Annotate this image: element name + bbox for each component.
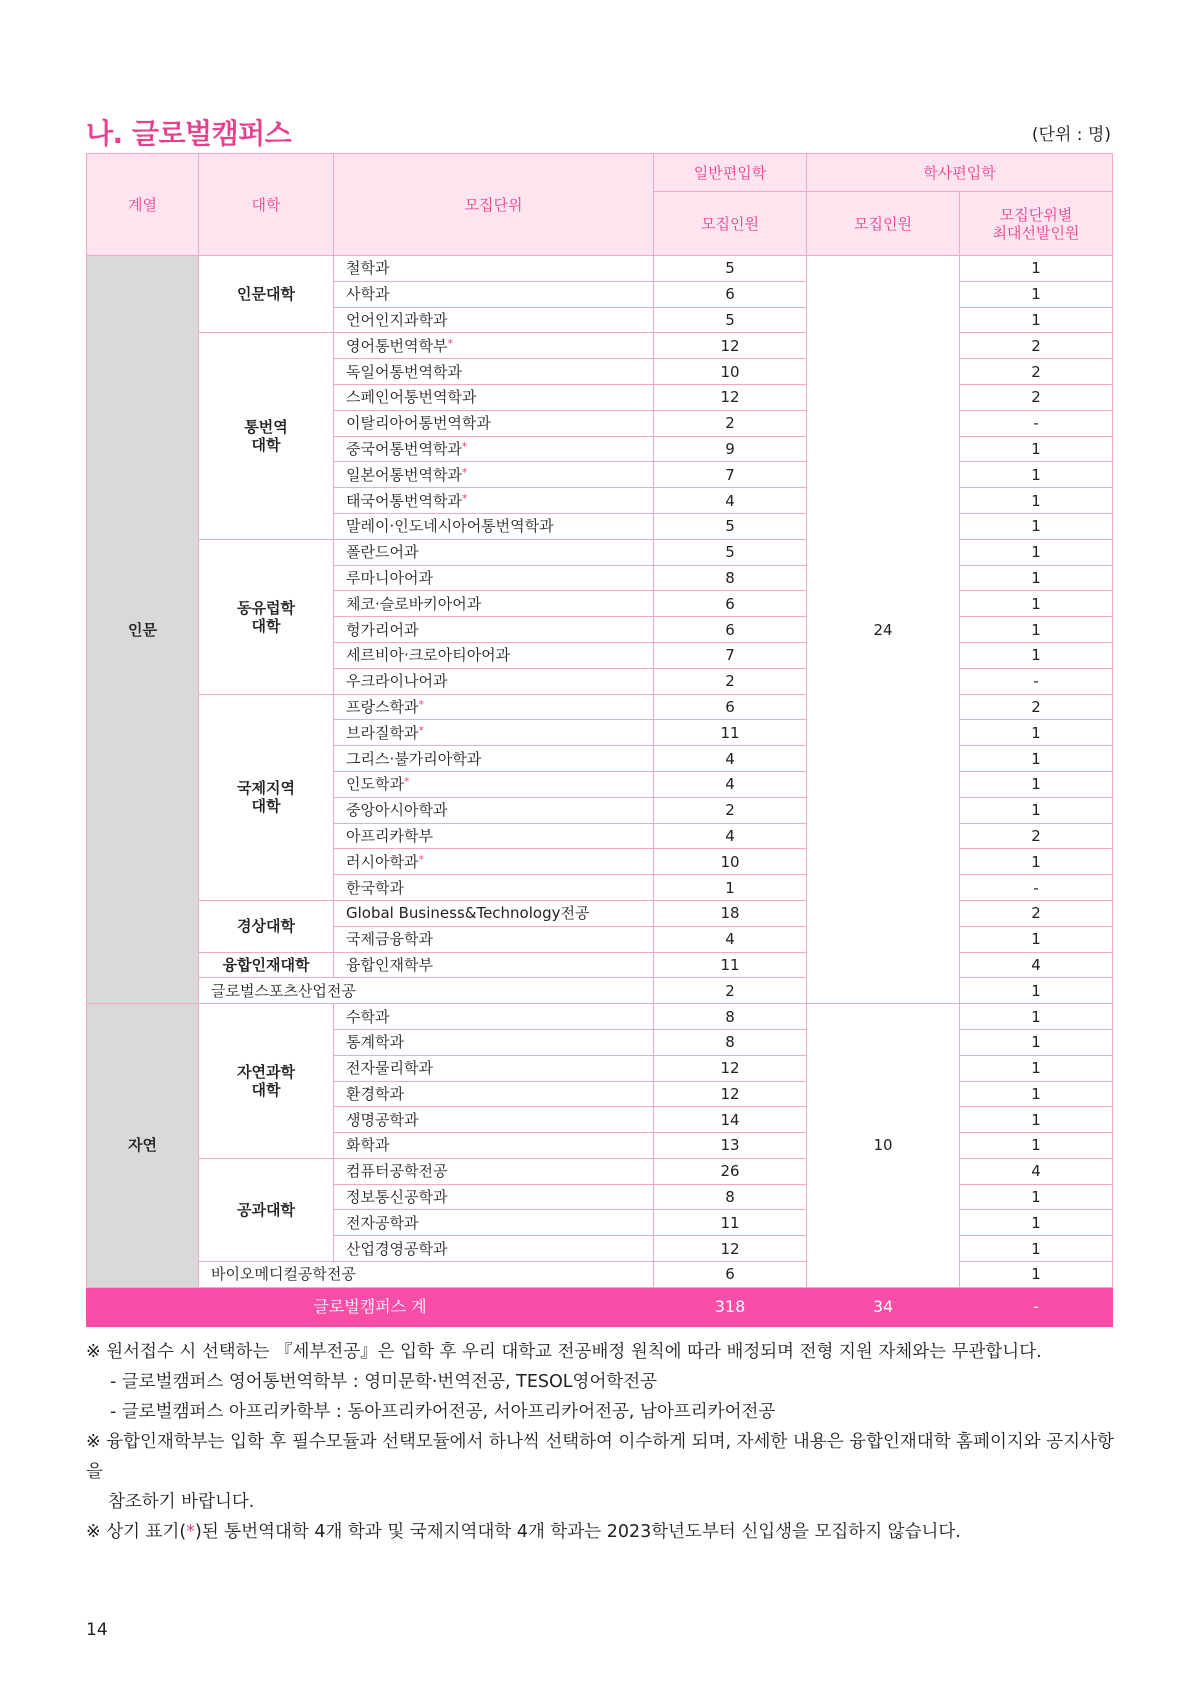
total-bachelor: 34 — [807, 1287, 960, 1326]
unit-name: 중국어통번역학과 — [346, 439, 462, 458]
section-title: 나. 글로벌캠퍼스 — [86, 117, 292, 150]
note-2b: 참조하기 바랍니다. — [108, 1492, 255, 1512]
notes — [86, 1337, 1116, 1547]
unit-name: 중앙아시아학과 — [346, 801, 448, 820]
college-cell: 경상대학 — [199, 900, 334, 952]
unit-name: 영어통번역학부 — [346, 336, 448, 355]
bachelor-max-cell: 1 — [960, 617, 1113, 643]
bachelor-max-cell: 2 — [960, 694, 1113, 720]
unit-name: 일본어통번역학과 — [346, 465, 462, 484]
general-count-cell: 11 — [654, 720, 807, 746]
unit-cell — [334, 513, 654, 539]
bachelor-max-cell: 1 — [960, 797, 1113, 823]
bachelor-max-cell: 1 — [960, 256, 1113, 282]
table-row — [87, 1158, 1113, 1184]
bachelor-max-cell: 2 — [960, 359, 1113, 385]
bachelor-max-cell: 2 — [960, 333, 1113, 359]
general-count-cell: 6 — [654, 591, 807, 617]
header-bachelor-max-line2: 최대선발인원 — [992, 223, 1080, 242]
unit-cell — [334, 617, 654, 643]
unit-cell: 글로벌스포츠산업전공 — [199, 978, 654, 1004]
general-count-cell: 5 — [654, 539, 807, 565]
discontinued-mark: * — [418, 723, 424, 737]
general-count-cell: 10 — [654, 359, 807, 385]
general-count-cell: 6 — [654, 281, 807, 307]
unit-cell — [334, 849, 654, 875]
unit-cell — [334, 1133, 654, 1159]
general-count-cell: 4 — [654, 823, 807, 849]
general-count-cell: 6 — [654, 1262, 807, 1288]
discontinued-mark: * — [418, 697, 424, 711]
general-count-cell: 4 — [654, 771, 807, 797]
bachelor-max-cell: 1 — [960, 849, 1113, 875]
bachelor-count-cell: 24 — [807, 256, 960, 1004]
unit-cell — [334, 436, 654, 462]
admission-table — [86, 153, 1113, 1327]
unit-name: 체코·슬로바키아어과 — [346, 594, 482, 613]
unit-name: 아프리카학부 — [346, 826, 433, 845]
unit-cell — [334, 256, 654, 282]
general-count-cell: 8 — [654, 1004, 807, 1030]
unit-cell — [334, 900, 654, 926]
bachelor-max-cell: 1 — [960, 281, 1113, 307]
unit-name: 철학과 — [346, 259, 390, 278]
unit-name: 융합인재학부 — [346, 955, 433, 974]
unit-name: 화학과 — [346, 1136, 390, 1155]
general-count-cell: 14 — [654, 1107, 807, 1133]
college-cell: 국제지역 대학 — [199, 694, 334, 900]
general-count-cell: 4 — [654, 746, 807, 772]
bachelor-max-cell: 1 — [960, 436, 1113, 462]
bachelor-max-cell: 2 — [960, 900, 1113, 926]
unit-cell: 바이오메디컬공학전공 — [199, 1262, 654, 1288]
total-label: 글로벌캠퍼스 계 — [87, 1287, 654, 1326]
bachelor-max-cell: 1 — [960, 771, 1113, 797]
header-bachelor: 학사편입학 — [807, 154, 1113, 192]
general-count-cell: 12 — [654, 1236, 807, 1262]
general-count-cell: 2 — [654, 978, 807, 1004]
unit-name: 브라질학과 — [346, 723, 419, 742]
general-count-cell: 11 — [654, 1210, 807, 1236]
bachelor-max-cell: 1 — [960, 307, 1113, 333]
note-3-star: * — [186, 1522, 195, 1542]
unit-cell — [334, 1184, 654, 1210]
general-count-cell: 26 — [654, 1158, 807, 1184]
general-count-cell: 4 — [654, 926, 807, 952]
note-1a: - 글로벌캠퍼스 영어통번역학부 : 영미문학·번역전공, TESOL영어학전공 — [110, 1372, 658, 1392]
general-count-cell: 11 — [654, 952, 807, 978]
bachelor-max-cell: 1 — [960, 1236, 1113, 1262]
unit-cell — [334, 1158, 654, 1184]
unit-name: 컴퓨터공학전공 — [346, 1162, 448, 1181]
general-count-cell: 5 — [654, 256, 807, 282]
bachelor-max-cell: 1 — [960, 1262, 1113, 1288]
unit-cell — [334, 591, 654, 617]
header-college: 대학 — [199, 154, 334, 256]
note-1b: - 글로벌캠퍼스 아프리카학부 : 동아프리카어전공, 서아프리카어전공, 남아프리카어전공 — [110, 1402, 776, 1422]
unit-name: 환경학과 — [346, 1084, 404, 1103]
bachelor-max-cell: 4 — [960, 952, 1113, 978]
bachelor-max-cell: - — [960, 410, 1113, 436]
bachelor-max-cell: 1 — [960, 926, 1113, 952]
general-count-cell: 12 — [654, 1081, 807, 1107]
general-count-cell: 12 — [654, 1055, 807, 1081]
bachelor-max-cell: 1 — [960, 565, 1113, 591]
unit-name: 국제금융학과 — [346, 930, 433, 949]
unit-name: 전자물리학과 — [346, 1059, 433, 1078]
header-bachelor-max — [960, 192, 1113, 256]
unit-cell — [334, 281, 654, 307]
unit-cell — [334, 1029, 654, 1055]
unit-name: 태국어통번역학과 — [346, 491, 462, 510]
college-cell: 공과대학 — [199, 1158, 334, 1261]
unit-name: Global Business&Technology전공 — [346, 904, 590, 923]
general-count-cell: 5 — [654, 513, 807, 539]
unit-cell — [334, 720, 654, 746]
bachelor-max-cell: 1 — [960, 746, 1113, 772]
unit-name: 인도학과 — [346, 775, 404, 794]
bachelor-max-cell: - — [960, 668, 1113, 694]
unit-cell — [334, 642, 654, 668]
unit-name: 수학과 — [346, 1007, 390, 1026]
unit-name: 정보통신공학과 — [346, 1188, 448, 1207]
unit-name: 우크라이나어과 — [346, 672, 448, 691]
general-count-cell: 7 — [654, 462, 807, 488]
unit-cell — [334, 926, 654, 952]
bachelor-max-cell: 4 — [960, 1158, 1113, 1184]
discontinued-mark: * — [403, 775, 410, 789]
bachelor-max-cell: 1 — [960, 1133, 1113, 1159]
total-row — [87, 1287, 1113, 1326]
unit-name: 그리스·불가리아학과 — [346, 749, 482, 768]
category-cell: 자연 — [87, 1004, 199, 1288]
bachelor-max-cell: 1 — [960, 978, 1113, 1004]
bachelor-max-cell: 1 — [960, 1029, 1113, 1055]
header-category: 계열 — [87, 154, 199, 256]
college-cell: 동유럽학 대학 — [199, 539, 334, 694]
college-cell: 인문대학 — [199, 256, 334, 333]
unit-name: 폴란드어과 — [346, 543, 419, 562]
bachelor-max-cell: 1 — [960, 642, 1113, 668]
unit-cell — [334, 384, 654, 410]
unit-cell — [334, 462, 654, 488]
unit-cell — [334, 1210, 654, 1236]
header-general: 일반편입학 — [654, 154, 807, 192]
unit-name: 루마니아어과 — [346, 568, 433, 587]
unit-name: 헝가리어과 — [346, 620, 419, 639]
note-3-post: )된 통번역대학 4개 학과 및 국제지역대학 4개 학과는 2023학년도부터 신입생을 모집하지 않습니다. — [195, 1522, 961, 1542]
bachelor-max-cell: 1 — [960, 462, 1113, 488]
unit-name: 세르비아·크로아티아어과 — [346, 646, 511, 665]
unit-name: 사학과 — [346, 285, 390, 304]
unit-name: 독일어통번역학과 — [346, 362, 462, 381]
bachelor-max-cell: 1 — [960, 1210, 1113, 1236]
bachelor-max-cell: 1 — [960, 1184, 1113, 1210]
unit-cell — [334, 488, 654, 514]
general-count-cell: 4 — [654, 488, 807, 514]
general-count-cell: 2 — [654, 797, 807, 823]
general-count-cell: 13 — [654, 1133, 807, 1159]
table-row — [87, 256, 1113, 282]
total-general: 318 — [654, 1287, 807, 1326]
general-count-cell: 6 — [654, 617, 807, 643]
general-count-cell: 5 — [654, 307, 807, 333]
unit-cell — [334, 565, 654, 591]
general-count-cell: 12 — [654, 333, 807, 359]
note-1: ※ 원서접수 시 선택하는 『세부전공』은 입학 후 우리 대학교 전공배정 원칙에 따라 배정되며 전형 지원 자체와는 무관합니다. — [86, 1342, 1042, 1362]
note-3 — [86, 1517, 1116, 1547]
unit-cell — [334, 333, 654, 359]
general-count-cell: 2 — [654, 668, 807, 694]
unit-name: 통계학과 — [346, 1033, 404, 1052]
general-count-cell: 6 — [654, 694, 807, 720]
unit-cell — [334, 1236, 654, 1262]
unit-name: 말레이·인도네시아어통번역학과 — [346, 517, 554, 536]
college-cell: 통번역 대학 — [199, 333, 334, 539]
discontinued-mark: * — [461, 439, 468, 453]
unit-cell — [334, 952, 654, 978]
table-row — [87, 1004, 1113, 1030]
table-row — [87, 952, 1113, 978]
discontinued-mark: * — [418, 852, 424, 866]
general-count-cell: 8 — [654, 1029, 807, 1055]
college-cell: 자연과학 대학 — [199, 1004, 334, 1159]
table-row — [87, 1262, 1113, 1288]
general-count-cell: 12 — [654, 384, 807, 410]
unit-cell — [334, 875, 654, 901]
bachelor-max-cell: 1 — [960, 513, 1113, 539]
unit-name: 한국학과 — [346, 878, 404, 897]
college-cell: 융합인재대학 — [199, 952, 334, 978]
bachelor-max-cell: - — [960, 875, 1113, 901]
bachelor-max-cell: 1 — [960, 1107, 1113, 1133]
header-unit: 모집단위 — [334, 154, 654, 256]
unit-cell — [334, 746, 654, 772]
unit-cell — [334, 823, 654, 849]
table-row — [87, 978, 1113, 1004]
total-max: - — [960, 1287, 1113, 1326]
table-row — [87, 539, 1113, 565]
bachelor-max-cell: 2 — [960, 823, 1113, 849]
unit-name: 전자공학과 — [346, 1213, 419, 1232]
discontinued-mark: * — [461, 491, 468, 505]
unit-name: 언어인지과학과 — [346, 310, 448, 329]
general-count-cell: 1 — [654, 875, 807, 901]
general-count-cell: 7 — [654, 642, 807, 668]
bachelor-max-cell: 1 — [960, 539, 1113, 565]
table-row — [87, 333, 1113, 359]
unit-cell — [334, 694, 654, 720]
discontinued-mark: * — [447, 336, 453, 350]
unit-name: 이탈리아어통번역학과 — [346, 414, 491, 433]
unit-name: 러시아학과 — [346, 852, 419, 871]
header-bachelor-count: 모집인원 — [807, 192, 960, 256]
unit-cell — [334, 307, 654, 333]
unit-cell — [334, 539, 654, 565]
general-count-cell: 9 — [654, 436, 807, 462]
general-count-cell: 18 — [654, 900, 807, 926]
unit-cell — [334, 1004, 654, 1030]
unit-label: (단위 : 명) — [1031, 125, 1111, 145]
table-row — [87, 694, 1113, 720]
bachelor-max-cell: 1 — [960, 1055, 1113, 1081]
unit-cell — [334, 1107, 654, 1133]
table-row — [87, 900, 1113, 926]
category-cell: 인문 — [87, 256, 199, 1004]
unit-cell — [334, 1081, 654, 1107]
unit-name: 생명공학과 — [346, 1110, 419, 1129]
bachelor-max-cell: 1 — [960, 1004, 1113, 1030]
unit-name: 프랑스학과 — [346, 697, 419, 716]
unit-name: 스페인어통번역학과 — [346, 388, 477, 407]
unit-name: 산업경영공학과 — [346, 1239, 448, 1258]
header-general-count: 모집인원 — [654, 192, 807, 256]
bachelor-max-cell: 1 — [960, 488, 1113, 514]
unit-cell — [334, 797, 654, 823]
bachelor-count-cell: 10 — [807, 1004, 960, 1288]
note-3-pre: ※ 상기 표기( — [86, 1522, 187, 1542]
page-number: 14 — [86, 1620, 108, 1640]
bachelor-max-cell: 2 — [960, 384, 1113, 410]
general-count-cell: 10 — [654, 849, 807, 875]
general-count-cell: 8 — [654, 565, 807, 591]
discontinued-mark: * — [461, 465, 468, 479]
general-count-cell: 2 — [654, 410, 807, 436]
unit-cell — [334, 410, 654, 436]
header-bachelor-max-line1: 모집단위별 — [999, 205, 1073, 224]
note-2a: ※ 융합인재학부는 입학 후 필수모듈과 선택모듈에서 하나씩 선택하여 이수하게 되며, 자세한 내용은 융합인재대학 홈페이지와 공지사항을 — [86, 1432, 1114, 1482]
unit-cell — [334, 359, 654, 385]
table-body — [87, 256, 1113, 1288]
unit-cell — [334, 771, 654, 797]
unit-cell — [334, 1055, 654, 1081]
bachelor-max-cell: 1 — [960, 591, 1113, 617]
unit-cell — [334, 668, 654, 694]
bachelor-max-cell: 1 — [960, 720, 1113, 746]
bachelor-max-cell: 1 — [960, 1081, 1113, 1107]
general-count-cell: 8 — [654, 1184, 807, 1210]
